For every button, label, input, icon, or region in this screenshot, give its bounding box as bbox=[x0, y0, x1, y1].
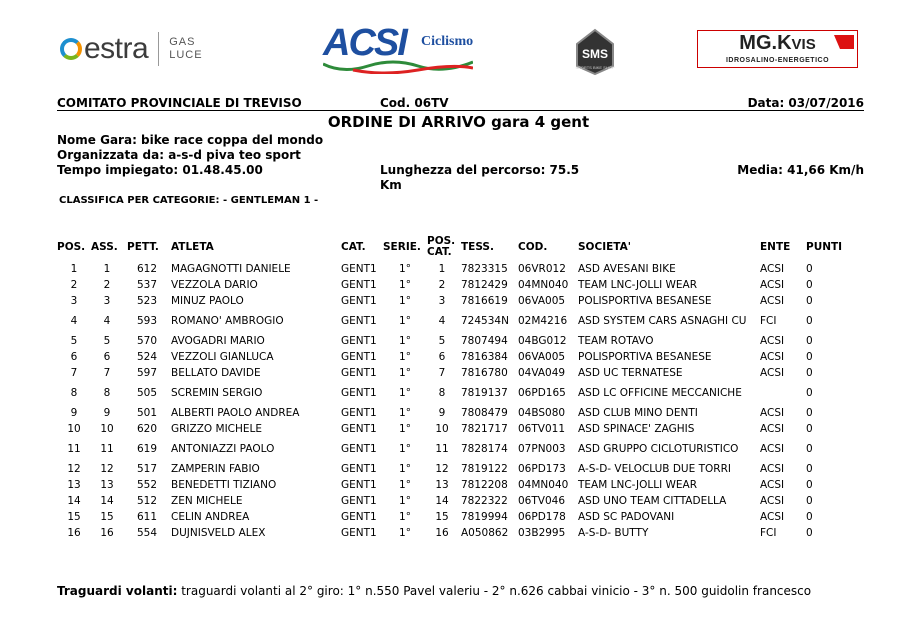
row-license: 7828174 bbox=[461, 442, 508, 455]
row-club-code: 06TV046 bbox=[518, 494, 565, 507]
row-pos: 13 bbox=[67, 478, 81, 491]
row-pos-cat: 12 bbox=[435, 462, 449, 475]
row-category: GENT1 bbox=[341, 294, 377, 307]
row-entity: ACSI bbox=[760, 262, 785, 275]
row-category: GENT1 bbox=[341, 494, 377, 507]
row-pos-cat: 3 bbox=[438, 294, 446, 307]
row-ass: 7 bbox=[103, 366, 111, 379]
row-pett: 517 bbox=[136, 462, 158, 475]
row-category: GENT1 bbox=[341, 406, 377, 419]
row-license: 7821717 bbox=[461, 422, 508, 435]
row-license: 7812429 bbox=[461, 278, 508, 291]
row-category: GENT1 bbox=[341, 334, 377, 347]
row-club-code: 04BG012 bbox=[518, 334, 567, 347]
sms-logo bbox=[573, 28, 617, 80]
row-pos: 5 bbox=[70, 334, 78, 347]
row-club: TEAM LNC-JOLLI WEAR bbox=[578, 478, 698, 491]
row-points: 0 bbox=[806, 526, 813, 539]
row-series: 1° bbox=[399, 386, 411, 399]
row-pos: 15 bbox=[67, 510, 81, 523]
row-pett: 597 bbox=[136, 366, 158, 379]
row-club-code: 02M4216 bbox=[518, 314, 568, 327]
row-points: 0 bbox=[806, 278, 813, 291]
row-club: ASD AVESANI BIKE bbox=[578, 262, 676, 275]
row-license: 7812208 bbox=[461, 478, 508, 491]
results-table bbox=[57, 233, 856, 541]
row-club: ASD CLUB MINO DENTI bbox=[578, 406, 698, 419]
row-athlete: ROMANO' AMBROGIO bbox=[171, 314, 284, 327]
header-atleta: ATLETA bbox=[171, 240, 214, 253]
row-category: GENT1 bbox=[341, 350, 377, 363]
row-points: 0 bbox=[806, 334, 813, 347]
header-tess: TESS. bbox=[461, 240, 494, 253]
table-row bbox=[57, 437, 856, 461]
row-entity: ACSI bbox=[760, 494, 785, 507]
header-societa: SOCIETA' bbox=[578, 240, 631, 253]
estra-gas-luce: GAS LUCE bbox=[169, 36, 203, 61]
row-license: A050862 bbox=[461, 526, 509, 539]
row-ass: 10 bbox=[100, 422, 114, 435]
page-title: ORDINE DI ARRIVO gara 4 gent bbox=[327, 113, 590, 131]
header-pos-cat: POS. CAT. bbox=[427, 235, 456, 258]
row-ass: 2 bbox=[103, 278, 111, 291]
row-entity: ACSI bbox=[760, 478, 785, 491]
row-points: 0 bbox=[806, 422, 813, 435]
row-pett: 611 bbox=[136, 510, 158, 523]
acsi-logo-text: ACSI bbox=[323, 22, 406, 64]
row-club: TEAM LNC-JOLLI WEAR bbox=[578, 278, 698, 291]
row-pos: 8 bbox=[70, 386, 78, 399]
table-row bbox=[57, 261, 856, 277]
race-name: Nome Gara: bike race coppa del mondo bbox=[57, 133, 324, 147]
row-pett: 593 bbox=[136, 314, 158, 327]
category-classification: CLASSIFICA PER CATEGORIE: - GENTLEMAN 1 - bbox=[59, 195, 319, 206]
table-row bbox=[57, 493, 856, 509]
row-category: GENT1 bbox=[341, 462, 377, 475]
row-entity: ACSI bbox=[760, 334, 785, 347]
row-athlete: ANTONIAZZI PAOLO bbox=[171, 442, 275, 455]
row-category: GENT1 bbox=[341, 278, 377, 291]
row-club-code: 07PN003 bbox=[518, 442, 566, 455]
row-pos: 14 bbox=[67, 494, 81, 507]
row-points: 0 bbox=[806, 314, 813, 327]
row-club-code: 06PD178 bbox=[518, 510, 566, 523]
row-pos: 3 bbox=[70, 294, 78, 307]
row-pos-cat: 13 bbox=[435, 478, 449, 491]
row-pos: 2 bbox=[70, 278, 78, 291]
row-category: GENT1 bbox=[341, 526, 377, 539]
row-ass: 3 bbox=[103, 294, 111, 307]
row-pett: 505 bbox=[136, 386, 158, 399]
row-club-code: 06PD165 bbox=[518, 386, 566, 399]
row-series: 1° bbox=[399, 462, 411, 475]
row-series: 1° bbox=[399, 350, 411, 363]
average-speed: Media: 41,66 Km/h bbox=[737, 163, 864, 177]
row-entity: ACSI bbox=[760, 462, 785, 475]
row-series: 1° bbox=[399, 494, 411, 507]
table-row bbox=[57, 365, 856, 381]
row-pett: 612 bbox=[136, 262, 158, 275]
row-pos: 6 bbox=[70, 350, 78, 363]
row-pos-cat: 2 bbox=[438, 278, 446, 291]
row-club: TEAM ROTAVO bbox=[578, 334, 654, 347]
row-pos-cat: 8 bbox=[438, 386, 446, 399]
row-pos-cat: 14 bbox=[435, 494, 449, 507]
row-club: ASD UNO TEAM CITTADELLA bbox=[578, 494, 727, 507]
row-points: 0 bbox=[806, 406, 813, 419]
row-entity: ACSI bbox=[760, 366, 785, 379]
header-pett: PETT. bbox=[127, 240, 159, 253]
row-ass: 1 bbox=[103, 262, 111, 275]
table-row bbox=[57, 405, 856, 421]
row-pos: 1 bbox=[70, 262, 78, 275]
row-club: ASD SPINACE' ZAGHIS bbox=[578, 422, 695, 435]
row-pos: 16 bbox=[67, 526, 81, 539]
row-points: 0 bbox=[806, 462, 813, 475]
row-license: 7808479 bbox=[461, 406, 508, 419]
row-pos-cat: 16 bbox=[435, 526, 449, 539]
row-pos-cat: 7 bbox=[438, 366, 446, 379]
flying-finish-text: traguardi volanti al 2° giro: 1° n.550 Pavel valeriu - 2° n.626 cabbai vinicio - 3° n. 500 guidolin francesco bbox=[181, 584, 812, 598]
table-header-row bbox=[57, 233, 856, 261]
row-series: 1° bbox=[399, 314, 411, 327]
row-club: POLISPORTIVA BESANESE bbox=[578, 294, 712, 307]
row-entity: ACSI bbox=[760, 294, 785, 307]
row-club-code: 04MN040 bbox=[518, 278, 569, 291]
row-pos: 12 bbox=[67, 462, 81, 475]
row-license: 7822322 bbox=[461, 494, 508, 507]
row-points: 0 bbox=[806, 294, 813, 307]
row-ass: 6 bbox=[103, 350, 111, 363]
row-athlete: GRIZZO MICHELE bbox=[171, 422, 263, 435]
table-row bbox=[57, 509, 856, 525]
row-club: ASD SC PADOVANI bbox=[578, 510, 675, 523]
table-row bbox=[57, 381, 856, 405]
row-ass: 4 bbox=[103, 314, 111, 327]
row-pos: 4 bbox=[70, 314, 78, 327]
organizer: Organizzata da: a-s-d piva teo sport bbox=[57, 148, 301, 162]
row-athlete: BENEDETTI TIZIANO bbox=[171, 478, 277, 491]
row-series: 1° bbox=[399, 526, 411, 539]
row-athlete: ZEN MICHELE bbox=[171, 494, 243, 507]
row-pett: 537 bbox=[136, 278, 158, 291]
row-points: 0 bbox=[806, 478, 813, 491]
header-cod: COD. bbox=[518, 240, 548, 253]
elapsed-time: Tempo impiegato: 01.48.45.00 bbox=[57, 163, 263, 177]
row-ass: 13 bbox=[100, 478, 114, 491]
row-series: 1° bbox=[399, 262, 411, 275]
row-athlete: MINUZ PAOLO bbox=[171, 294, 244, 307]
row-ass: 12 bbox=[100, 462, 114, 475]
row-category: GENT1 bbox=[341, 510, 377, 523]
row-license: 7816384 bbox=[461, 350, 508, 363]
row-ass: 11 bbox=[100, 442, 114, 455]
row-points: 0 bbox=[806, 262, 813, 275]
row-club-code: 06VA005 bbox=[518, 350, 566, 363]
acsi-waves-icon bbox=[323, 58, 473, 74]
row-pos: 10 bbox=[67, 422, 81, 435]
row-entity: ACSI bbox=[760, 278, 785, 291]
row-athlete: MAGAGNOTTI DANIELE bbox=[171, 262, 291, 275]
svg-text:SPORTS BIKE SHOP: SPORTS BIKE SHOP bbox=[575, 65, 615, 70]
row-athlete: ZAMPERIN FABIO bbox=[171, 462, 260, 475]
row-category: GENT1 bbox=[341, 262, 377, 275]
row-ass: 15 bbox=[100, 510, 114, 523]
row-ass: 14 bbox=[100, 494, 114, 507]
row-series: 1° bbox=[399, 366, 411, 379]
table-row bbox=[57, 309, 856, 333]
red-flag-icon bbox=[834, 35, 854, 49]
acsi-ciclismo-text: Ciclismo bbox=[421, 34, 474, 49]
row-pett: 619 bbox=[136, 442, 158, 455]
row-series: 1° bbox=[399, 294, 411, 307]
committee-code: Cod. 06TV bbox=[380, 96, 449, 110]
row-athlete: BELLATO DAVIDE bbox=[171, 366, 261, 379]
row-category: GENT1 bbox=[341, 366, 377, 379]
header-serie: SERIE. bbox=[383, 240, 421, 253]
row-entity: FCI bbox=[760, 526, 777, 539]
row-points: 0 bbox=[806, 386, 813, 399]
row-athlete: AVOGADRI MARIO bbox=[171, 334, 265, 347]
row-pett: 554 bbox=[136, 526, 158, 539]
row-ass: 8 bbox=[103, 386, 111, 399]
row-series: 1° bbox=[399, 334, 411, 347]
estra-logo bbox=[60, 32, 203, 66]
row-athlete: SCREMIN SERGIO bbox=[171, 386, 263, 399]
table-row bbox=[57, 525, 856, 541]
header-ass: ASS. bbox=[91, 240, 118, 253]
row-license: 724534N bbox=[461, 314, 509, 327]
row-club: ASD LC OFFICINE MECCANICHE bbox=[578, 386, 742, 399]
table-row bbox=[57, 461, 856, 477]
row-club-code: 04MN040 bbox=[518, 478, 569, 491]
header-pos: POS. bbox=[57, 240, 86, 253]
row-club-code: 06VA005 bbox=[518, 294, 566, 307]
row-series: 1° bbox=[399, 442, 411, 455]
race-date: Data: 03/07/2016 bbox=[747, 96, 864, 110]
row-pett: 552 bbox=[136, 478, 158, 491]
row-entity: FCI bbox=[760, 314, 777, 327]
table-row bbox=[57, 349, 856, 365]
row-pett: 512 bbox=[136, 494, 158, 507]
committee-name: COMITATO PROVINCIALE DI TREVISO bbox=[57, 96, 302, 110]
row-ass: 5 bbox=[103, 334, 111, 347]
table-row bbox=[57, 421, 856, 437]
header-ente: ENTE bbox=[760, 240, 791, 253]
sponsor-logos bbox=[0, 22, 917, 82]
row-entity: ACSI bbox=[760, 510, 785, 523]
estra-logo-text: estra bbox=[84, 32, 149, 65]
row-category: GENT1 bbox=[341, 422, 377, 435]
header-punti: PUNTI bbox=[806, 240, 843, 253]
header-cat: CAT. bbox=[341, 240, 366, 253]
row-license: 7807494 bbox=[461, 334, 508, 347]
flying-finish-notes bbox=[57, 584, 857, 598]
row-athlete: VEZZOLI GIANLUCA bbox=[171, 350, 274, 363]
svg-text:SMS: SMS bbox=[581, 47, 609, 61]
header-divider bbox=[57, 110, 864, 111]
row-club: A-S-D- VELOCLUB DUE TORRI bbox=[578, 462, 731, 475]
row-club-code: 04BS080 bbox=[518, 406, 566, 419]
course-length: Lunghezza del percorso: 75.5 Km bbox=[380, 163, 580, 192]
row-pos-cat: 5 bbox=[438, 334, 446, 347]
row-pos: 9 bbox=[70, 406, 78, 419]
row-entity bbox=[760, 381, 806, 405]
mgk-vis-logo: MG.KVIS IDROSALINO-ENERGETICO bbox=[697, 30, 858, 68]
row-pett: 524 bbox=[136, 350, 158, 363]
row-license: 7819994 bbox=[461, 510, 508, 523]
acsi-logo bbox=[323, 22, 474, 65]
row-category: GENT1 bbox=[341, 442, 377, 455]
table-row bbox=[57, 333, 856, 349]
row-pett: 570 bbox=[136, 334, 158, 347]
row-entity: ACSI bbox=[760, 406, 785, 419]
row-points: 0 bbox=[806, 442, 813, 455]
row-points: 0 bbox=[806, 494, 813, 507]
row-entity: ACSI bbox=[760, 350, 785, 363]
row-pos: 7 bbox=[70, 366, 78, 379]
row-points: 0 bbox=[806, 366, 813, 379]
row-series: 1° bbox=[399, 406, 411, 419]
row-pos-cat: 15 bbox=[435, 510, 449, 523]
row-license: 7819137 bbox=[461, 386, 508, 399]
row-pos-cat: 4 bbox=[438, 314, 446, 327]
row-club: ASD SYSTEM CARS ASNAGHI CU bbox=[578, 314, 747, 327]
row-athlete: CELIN ANDREA bbox=[171, 510, 250, 523]
table-row bbox=[57, 277, 856, 293]
row-club: ASD GRUPPO CICLOTURISTICO bbox=[578, 442, 739, 455]
row-athlete: VEZZOLA DARIO bbox=[171, 278, 258, 291]
row-club: ASD UC TERNATESE bbox=[578, 366, 683, 379]
row-pett: 523 bbox=[136, 294, 158, 307]
row-pett: 501 bbox=[136, 406, 158, 419]
row-pos-cat: 6 bbox=[438, 350, 446, 363]
row-license: 7816780 bbox=[461, 366, 508, 379]
row-club-code: 03B2995 bbox=[518, 526, 566, 539]
row-club-code: 06PD173 bbox=[518, 462, 566, 475]
row-pos-cat: 11 bbox=[435, 442, 449, 455]
flying-finish-label: Traguardi volanti: bbox=[57, 584, 178, 598]
row-series: 1° bbox=[399, 422, 411, 435]
row-club: A-S-D- BUTTY bbox=[578, 526, 649, 539]
row-club-code: 06TV011 bbox=[518, 422, 565, 435]
table-row bbox=[57, 477, 856, 493]
row-ass: 16 bbox=[100, 526, 114, 539]
row-athlete: DUJNISVELD ALEX bbox=[171, 526, 266, 539]
row-license: 7816619 bbox=[461, 294, 508, 307]
row-pos: 11 bbox=[67, 442, 81, 455]
row-club-code: 06VR012 bbox=[518, 262, 566, 275]
row-athlete: ALBERTI PAOLO ANDREA bbox=[171, 406, 300, 419]
row-pos-cat: 9 bbox=[438, 406, 446, 419]
row-license: 7819122 bbox=[461, 462, 508, 475]
row-series: 1° bbox=[399, 278, 411, 291]
row-category: GENT1 bbox=[341, 478, 377, 491]
row-ass: 9 bbox=[103, 406, 111, 419]
row-pos-cat: 1 bbox=[438, 262, 446, 275]
row-club-code: 04VA049 bbox=[518, 366, 566, 379]
row-series: 1° bbox=[399, 478, 411, 491]
row-club: POLISPORTIVA BESANESE bbox=[578, 350, 712, 363]
row-pett: 620 bbox=[136, 422, 158, 435]
estra-ring-icon bbox=[60, 38, 82, 60]
row-category: GENT1 bbox=[341, 386, 377, 399]
row-entity: ACSI bbox=[760, 442, 785, 455]
row-category: GENT1 bbox=[341, 314, 377, 327]
row-license: 7823315 bbox=[461, 262, 508, 275]
row-series: 1° bbox=[399, 510, 411, 523]
row-points: 0 bbox=[806, 510, 813, 523]
row-points: 0 bbox=[806, 350, 813, 363]
row-pos-cat: 10 bbox=[435, 422, 449, 435]
table-row bbox=[57, 293, 856, 309]
row-entity: ACSI bbox=[760, 422, 785, 435]
